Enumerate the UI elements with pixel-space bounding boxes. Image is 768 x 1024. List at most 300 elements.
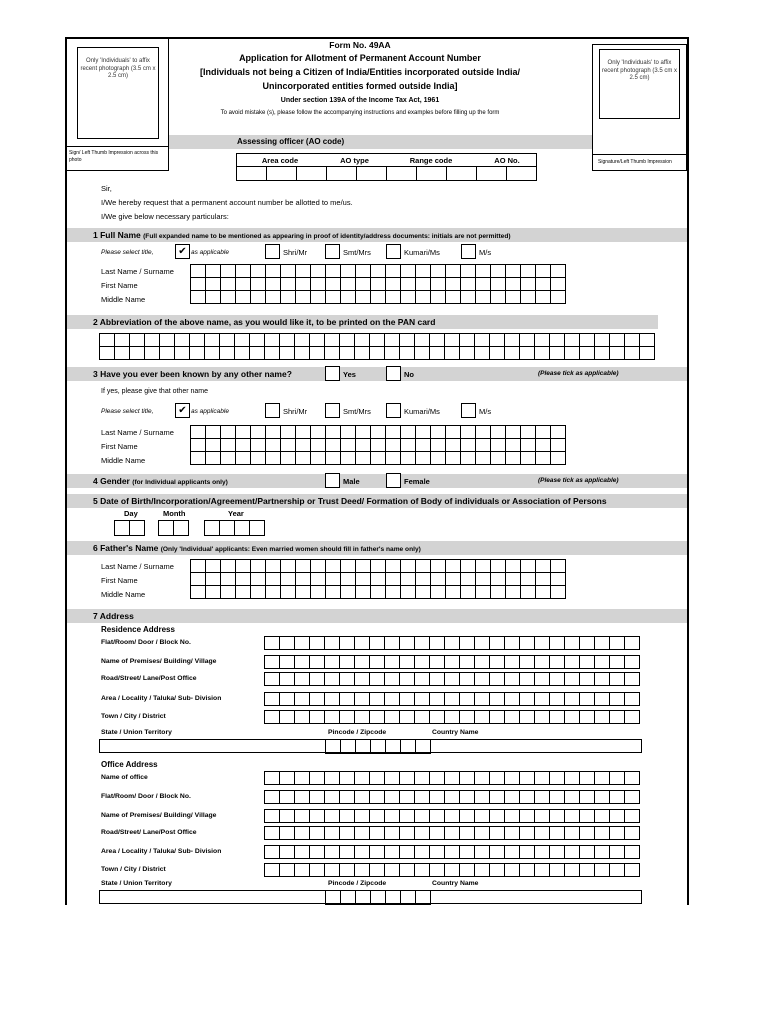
char-cell[interactable]: [130, 521, 145, 536]
char-cell[interactable]: [521, 573, 536, 586]
char-cell[interactable]: [296, 452, 311, 465]
char-cell[interactable]: [551, 426, 566, 439]
kumari-ms-checkbox[interactable]: [386, 403, 401, 418]
char-cell[interactable]: [325, 673, 340, 686]
char-cell[interactable]: [520, 334, 535, 347]
char-cell[interactable]: [401, 426, 416, 439]
char-cell[interactable]: [326, 560, 341, 573]
dob-day-grid[interactable]: [114, 520, 145, 536]
char-cell[interactable]: [235, 347, 250, 360]
char-cell[interactable]: [191, 560, 206, 573]
char-cell[interactable]: [550, 772, 565, 785]
char-cell[interactable]: [325, 772, 340, 785]
char-cell[interactable]: [340, 637, 355, 650]
char-cell[interactable]: [206, 560, 221, 573]
char-cell[interactable]: [385, 637, 400, 650]
char-cell[interactable]: [280, 810, 295, 823]
char-cell[interactable]: [610, 347, 625, 360]
char-cell[interactable]: [206, 291, 221, 304]
char-cell[interactable]: [490, 637, 505, 650]
char-cell[interactable]: [356, 265, 371, 278]
char-cell[interactable]: [445, 334, 460, 347]
char-cell[interactable]: [386, 291, 401, 304]
char-cell[interactable]: [326, 573, 341, 586]
char-cell[interactable]: [610, 656, 625, 669]
char-cell[interactable]: [221, 586, 236, 599]
char-cell[interactable]: [221, 560, 236, 573]
char-cell[interactable]: [295, 772, 310, 785]
char-cell[interactable]: [461, 278, 476, 291]
char-cell[interactable]: [490, 711, 505, 724]
char-cell[interactable]: [265, 347, 280, 360]
char-cell[interactable]: [265, 637, 280, 650]
char-cell[interactable]: [340, 810, 355, 823]
char-cell[interactable]: [236, 573, 251, 586]
char-cell[interactable]: [221, 265, 236, 278]
char-cell[interactable]: [460, 846, 475, 859]
char-cell[interactable]: [385, 693, 400, 706]
char-cell[interactable]: [475, 810, 490, 823]
char-cell[interactable]: [477, 167, 507, 181]
char-cell[interactable]: [295, 791, 310, 804]
char-cell[interactable]: [250, 347, 265, 360]
char-cell[interactable]: [580, 791, 595, 804]
char-cell[interactable]: [280, 334, 295, 347]
char-cell[interactable]: [221, 573, 236, 586]
char-cell[interactable]: [490, 673, 505, 686]
char-cell[interactable]: [415, 827, 430, 840]
char-cell[interactable]: [326, 586, 341, 599]
char-cell[interactable]: [401, 586, 416, 599]
char-cell[interactable]: [430, 347, 445, 360]
char-cell[interactable]: [520, 693, 535, 706]
char-cell[interactable]: [535, 334, 550, 347]
char-cell[interactable]: [536, 452, 551, 465]
char-cell[interactable]: [506, 560, 521, 573]
char-cell[interactable]: [385, 846, 400, 859]
char-cell[interactable]: [310, 334, 325, 347]
char-cell[interactable]: [341, 891, 356, 905]
char-cell[interactable]: [280, 827, 295, 840]
char-cell[interactable]: [491, 278, 506, 291]
char-cell[interactable]: [595, 637, 610, 650]
char-cell[interactable]: [325, 637, 340, 650]
char-cell[interactable]: [565, 711, 580, 724]
char-cell[interactable]: [550, 656, 565, 669]
char-cell[interactable]: [340, 772, 355, 785]
char-cell[interactable]: [430, 334, 445, 347]
office-flat-grid[interactable]: [264, 790, 640, 804]
char-cell[interactable]: [445, 711, 460, 724]
char-cell[interactable]: [281, 439, 296, 452]
office-pincode-grid[interactable]: [325, 890, 431, 905]
char-cell[interactable]: [296, 291, 311, 304]
char-cell[interactable]: [386, 439, 401, 452]
char-cell[interactable]: [266, 278, 281, 291]
char-cell[interactable]: [446, 291, 461, 304]
char-cell[interactable]: [520, 637, 535, 650]
char-cell[interactable]: [265, 334, 280, 347]
char-cell[interactable]: [445, 827, 460, 840]
char-cell[interactable]: [235, 521, 250, 536]
char-cell[interactable]: [371, 439, 386, 452]
char-cell[interactable]: [431, 586, 446, 599]
char-cell[interactable]: [460, 772, 475, 785]
char-cell[interactable]: [476, 291, 491, 304]
char-cell[interactable]: [191, 439, 206, 452]
char-cell[interactable]: [355, 711, 370, 724]
char-cell[interactable]: [385, 334, 400, 347]
char-cell[interactable]: [565, 827, 580, 840]
char-cell[interactable]: [610, 637, 625, 650]
char-cell[interactable]: [370, 846, 385, 859]
char-cell[interactable]: [430, 827, 445, 840]
char-cell[interactable]: [266, 291, 281, 304]
char-cell[interactable]: [535, 656, 550, 669]
char-cell[interactable]: [460, 791, 475, 804]
char-cell[interactable]: [355, 637, 370, 650]
char-cell[interactable]: [400, 864, 415, 877]
char-cell[interactable]: [490, 347, 505, 360]
ms-checkbox[interactable]: [461, 403, 476, 418]
char-cell[interactable]: [251, 265, 266, 278]
char-cell[interactable]: [355, 347, 370, 360]
char-cell[interactable]: [265, 693, 280, 706]
char-cell[interactable]: [431, 265, 446, 278]
char-cell[interactable]: [115, 347, 130, 360]
char-cell[interactable]: [356, 291, 371, 304]
char-cell[interactable]: [506, 452, 521, 465]
char-cell[interactable]: [521, 278, 536, 291]
char-cell[interactable]: [280, 711, 295, 724]
char-cell[interactable]: [550, 827, 565, 840]
char-cell[interactable]: [220, 347, 235, 360]
char-cell[interactable]: [476, 426, 491, 439]
char-cell[interactable]: [221, 439, 236, 452]
char-cell[interactable]: [325, 334, 340, 347]
char-cell[interactable]: [521, 560, 536, 573]
char-cell[interactable]: [281, 560, 296, 573]
char-cell[interactable]: [310, 673, 325, 686]
char-cell[interactable]: [311, 573, 326, 586]
char-cell[interactable]: [357, 167, 387, 181]
char-cell[interactable]: [326, 265, 341, 278]
char-cell[interactable]: [281, 452, 296, 465]
char-cell[interactable]: [595, 334, 610, 347]
char-cell[interactable]: [446, 439, 461, 452]
char-cell[interactable]: [625, 656, 640, 669]
char-cell[interactable]: [280, 791, 295, 804]
char-cell[interactable]: [475, 846, 490, 859]
char-cell[interactable]: [595, 656, 610, 669]
char-cell[interactable]: [326, 291, 341, 304]
char-cell[interactable]: [461, 573, 476, 586]
char-cell[interactable]: [296, 278, 311, 291]
char-cell[interactable]: [385, 347, 400, 360]
char-cell[interactable]: [520, 656, 535, 669]
char-cell[interactable]: [340, 864, 355, 877]
char-cell[interactable]: [400, 791, 415, 804]
char-cell[interactable]: [371, 891, 386, 905]
char-cell[interactable]: [280, 846, 295, 859]
char-cell[interactable]: [355, 864, 370, 877]
char-cell[interactable]: [461, 452, 476, 465]
char-cell[interactable]: [265, 864, 280, 877]
char-cell[interactable]: [356, 586, 371, 599]
char-cell[interactable]: [340, 656, 355, 669]
char-cell[interactable]: [490, 827, 505, 840]
char-cell[interactable]: [265, 810, 280, 823]
char-cell[interactable]: [475, 347, 490, 360]
char-cell[interactable]: [145, 334, 160, 347]
char-cell[interactable]: [430, 772, 445, 785]
char-cell[interactable]: [625, 791, 640, 804]
char-cell[interactable]: [311, 265, 326, 278]
char-cell[interactable]: [175, 347, 190, 360]
char-cell[interactable]: [400, 334, 415, 347]
char-cell[interactable]: [355, 772, 370, 785]
char-cell[interactable]: [415, 637, 430, 650]
char-cell[interactable]: [505, 693, 520, 706]
char-cell[interactable]: [580, 846, 595, 859]
char-cell[interactable]: [115, 521, 130, 536]
char-cell[interactable]: [341, 586, 356, 599]
residence-town-grid[interactable]: [264, 710, 640, 724]
char-cell[interactable]: [386, 278, 401, 291]
char-cell[interactable]: [551, 560, 566, 573]
char-cell[interactable]: [506, 278, 521, 291]
smt-mrs-checkbox[interactable]: [325, 244, 340, 259]
char-cell[interactable]: [461, 426, 476, 439]
char-cell[interactable]: [520, 846, 535, 859]
char-cell[interactable]: [325, 347, 340, 360]
char-cell[interactable]: [325, 846, 340, 859]
char-cell[interactable]: [340, 846, 355, 859]
char-cell[interactable]: [385, 791, 400, 804]
char-cell[interactable]: [159, 521, 174, 536]
char-cell[interactable]: [370, 673, 385, 686]
char-cell[interactable]: [610, 791, 625, 804]
char-cell[interactable]: [340, 334, 355, 347]
char-cell[interactable]: [431, 291, 446, 304]
char-cell[interactable]: [267, 167, 297, 181]
char-cell[interactable]: [445, 791, 460, 804]
char-cell[interactable]: [205, 334, 220, 347]
char-cell[interactable]: [385, 810, 400, 823]
char-cell[interactable]: [550, 791, 565, 804]
char-cell[interactable]: [251, 452, 266, 465]
char-cell[interactable]: [565, 673, 580, 686]
office-area-grid[interactable]: [264, 845, 640, 859]
char-cell[interactable]: [430, 656, 445, 669]
char-cell[interactable]: [371, 426, 386, 439]
char-cell[interactable]: [536, 439, 551, 452]
char-cell[interactable]: [310, 810, 325, 823]
char-cell[interactable]: [356, 740, 371, 754]
char-cell[interactable]: [416, 586, 431, 599]
char-cell[interactable]: [370, 772, 385, 785]
char-cell[interactable]: [325, 711, 340, 724]
char-cell[interactable]: [265, 846, 280, 859]
char-cell[interactable]: [505, 711, 520, 724]
char-cell[interactable]: [595, 827, 610, 840]
char-cell[interactable]: [236, 560, 251, 573]
shri-mr-checkbox[interactable]: [265, 403, 280, 418]
char-cell[interactable]: [491, 291, 506, 304]
char-cell[interactable]: [326, 740, 341, 754]
char-cell[interactable]: [370, 656, 385, 669]
char-cell[interactable]: [356, 891, 371, 905]
char-cell[interactable]: [400, 637, 415, 650]
char-cell[interactable]: [266, 265, 281, 278]
char-cell[interactable]: [475, 334, 490, 347]
char-cell[interactable]: [386, 586, 401, 599]
char-cell[interactable]: [295, 656, 310, 669]
char-cell[interactable]: [386, 265, 401, 278]
char-cell[interactable]: [356, 452, 371, 465]
char-cell[interactable]: [535, 772, 550, 785]
char-cell[interactable]: [311, 278, 326, 291]
char-cell[interactable]: [281, 586, 296, 599]
char-cell[interactable]: [175, 334, 190, 347]
char-cell[interactable]: [370, 864, 385, 877]
char-cell[interactable]: [536, 426, 551, 439]
char-cell[interactable]: [266, 573, 281, 586]
char-cell[interactable]: [190, 334, 205, 347]
char-cell[interactable]: [266, 452, 281, 465]
char-cell[interactable]: [250, 334, 265, 347]
char-cell[interactable]: [386, 891, 401, 905]
char-cell[interactable]: [296, 439, 311, 452]
char-cell[interactable]: [536, 560, 551, 573]
char-cell[interactable]: [341, 278, 356, 291]
char-cell[interactable]: [416, 265, 431, 278]
char-cell[interactable]: [236, 586, 251, 599]
char-cell[interactable]: [446, 265, 461, 278]
char-cell[interactable]: [400, 693, 415, 706]
char-cell[interactable]: [551, 586, 566, 599]
char-cell[interactable]: [505, 673, 520, 686]
char-cell[interactable]: [296, 426, 311, 439]
char-cell[interactable]: [370, 711, 385, 724]
char-cell[interactable]: [580, 334, 595, 347]
char-cell[interactable]: [281, 265, 296, 278]
char-cell[interactable]: [310, 846, 325, 859]
char-cell[interactable]: [520, 711, 535, 724]
char-cell[interactable]: [401, 439, 416, 452]
char-cell[interactable]: [475, 637, 490, 650]
char-cell[interactable]: [460, 693, 475, 706]
char-cell[interactable]: [460, 334, 475, 347]
right-photo-box[interactable]: [599, 49, 680, 119]
char-cell[interactable]: [476, 560, 491, 573]
char-cell[interactable]: [610, 864, 625, 877]
office-road-grid[interactable]: [264, 826, 640, 840]
char-cell[interactable]: [491, 560, 506, 573]
char-cell[interactable]: [476, 439, 491, 452]
char-cell[interactable]: [625, 693, 640, 706]
char-cell[interactable]: [221, 291, 236, 304]
char-cell[interactable]: [205, 347, 220, 360]
char-cell[interactable]: [551, 573, 566, 586]
char-cell[interactable]: [551, 452, 566, 465]
char-cell[interactable]: [491, 573, 506, 586]
char-cell[interactable]: [550, 846, 565, 859]
char-cell[interactable]: [565, 347, 580, 360]
char-cell[interactable]: [550, 347, 565, 360]
char-cell[interactable]: [491, 439, 506, 452]
char-cell[interactable]: [550, 693, 565, 706]
char-cell[interactable]: [355, 810, 370, 823]
char-cell[interactable]: [385, 864, 400, 877]
char-cell[interactable]: [535, 637, 550, 650]
char-cell[interactable]: [191, 573, 206, 586]
char-cell[interactable]: [550, 637, 565, 650]
char-cell[interactable]: [235, 334, 250, 347]
char-cell[interactable]: [430, 673, 445, 686]
char-cell[interactable]: [536, 278, 551, 291]
char-cell[interactable]: [400, 673, 415, 686]
char-cell[interactable]: [295, 347, 310, 360]
char-cell[interactable]: [535, 827, 550, 840]
char-cell[interactable]: [386, 426, 401, 439]
char-cell[interactable]: [446, 586, 461, 599]
char-cell[interactable]: [490, 810, 505, 823]
char-cell[interactable]: [445, 673, 460, 686]
char-cell[interactable]: [220, 521, 235, 536]
char-cell[interactable]: [595, 693, 610, 706]
left-photo-box[interactable]: [77, 47, 159, 139]
char-cell[interactable]: [446, 426, 461, 439]
char-cell[interactable]: [221, 278, 236, 291]
char-cell[interactable]: [580, 673, 595, 686]
char-cell[interactable]: [445, 637, 460, 650]
char-cell[interactable]: [385, 772, 400, 785]
char-cell[interactable]: [371, 560, 386, 573]
char-cell[interactable]: [221, 452, 236, 465]
char-cell[interactable]: [565, 772, 580, 785]
char-cell[interactable]: [310, 693, 325, 706]
char-cell[interactable]: [220, 334, 235, 347]
char-cell[interactable]: [625, 334, 640, 347]
char-cell[interactable]: [565, 334, 580, 347]
char-cell[interactable]: [431, 439, 446, 452]
char-cell[interactable]: [550, 711, 565, 724]
char-cell[interactable]: [506, 291, 521, 304]
char-cell[interactable]: [295, 693, 310, 706]
char-cell[interactable]: [340, 827, 355, 840]
char-cell[interactable]: [310, 791, 325, 804]
char-cell[interactable]: [490, 791, 505, 804]
char-cell[interactable]: [415, 810, 430, 823]
char-cell[interactable]: [416, 573, 431, 586]
char-cell[interactable]: [251, 278, 266, 291]
char-cell[interactable]: [417, 167, 447, 181]
title-check-box[interactable]: ✔: [175, 403, 190, 418]
char-cell[interactable]: [595, 846, 610, 859]
char-cell[interactable]: [311, 439, 326, 452]
char-cell[interactable]: [431, 452, 446, 465]
char-cell[interactable]: [476, 573, 491, 586]
char-cell[interactable]: [536, 265, 551, 278]
char-cell[interactable]: [461, 291, 476, 304]
char-cell[interactable]: [460, 827, 475, 840]
char-cell[interactable]: [610, 673, 625, 686]
gender-female-checkbox[interactable]: [386, 473, 401, 488]
char-cell[interactable]: [445, 772, 460, 785]
char-cell[interactable]: [370, 693, 385, 706]
char-cell[interactable]: [325, 656, 340, 669]
